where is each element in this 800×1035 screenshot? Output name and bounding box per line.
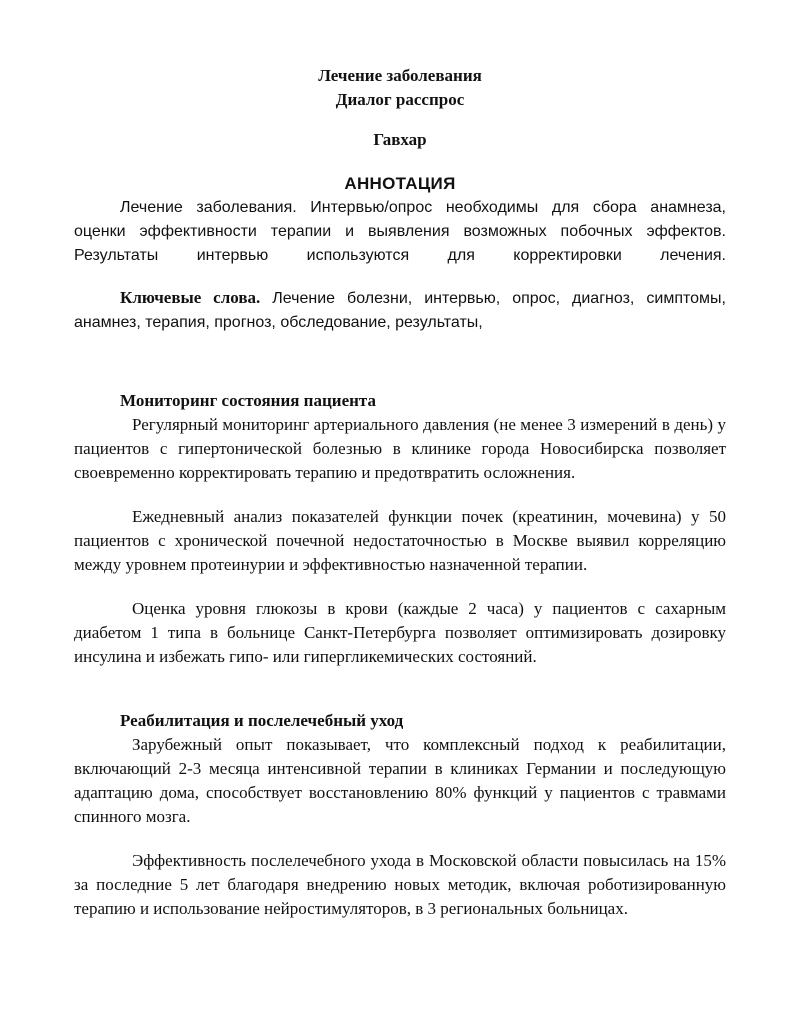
section-heading-rehabilitation: Реабилитация и послелечебный уход [120,711,404,730]
monitoring-paragraph-3: Оценка уровня глюкозы в крови (каждые 2 часа) у пациентов с сахарным диабетом 1 типа в больнице Санкт-Петербурга позволяет оптимизировать дозировку инсулина и избежать гипо- или гипергликемических состояний. [74,599,726,666]
monitoring-paragraph-1: Регулярный мониторинг артериального давления (не менее 3 измерений в день) у пациентов с гипертонической болезнью в клинике города Новосибирска позволяет своевременно корректировать терапию и предотвратить осложнения. [74,415,726,482]
document-title-line2: Диалог расспрос [335,90,465,109]
rehabilitation-paragraph-2: Эффективность послелечебного ухода в Московской области повысилась на 15% за последние 5 лет благодаря внедрению новых методик, включая роботизированную терапию и использование нейростимуляторов, в 3 региональных больницах. [74,851,726,918]
keywords-text: Лечение болезни, интервью, опрос, диагноз, симптомы, анамнез, терапия, прогноз, обследование, результаты, [74,290,726,331]
author-name: Гавхар [373,130,427,149]
keywords-label: Ключевые слова. [120,288,261,307]
document-title-line1: Лечение заболевания [318,66,482,85]
abstract-paragraph: Лечение заболевания. Интервью/опрос необходимы для сбора анамнеза, оценки эффективности терапии и выявления возможных побочных эффектов. Результаты интервью используются для корректировки лечения. [74,199,726,264]
section-heading-monitoring: Мониторинг состояния пациента [120,391,376,410]
keywords-paragraph [74,286,726,335]
annotation-heading: АННОТАЦИЯ [344,174,456,193]
rehabilitation-paragraph-1: Зарубежный опыт показывает, что комплексный подход к реабилитации, включающий 2-3 месяца интенсивной терапии в клиниках Германии и последующую адаптацию дома, способствует восстановлению 80% функций у пациентов с травмами спинного мозга. [74,735,726,826]
document-page [74,64,726,921]
monitoring-paragraph-2: Ежедневный анализ показателей функции почек (креатинин, мочевина) у 50 пациентов с хронической почечной недостаточностью в Москве выявил корреляцию между уровнем протеинурии и эффективностью назначенной терапии. [74,507,726,574]
